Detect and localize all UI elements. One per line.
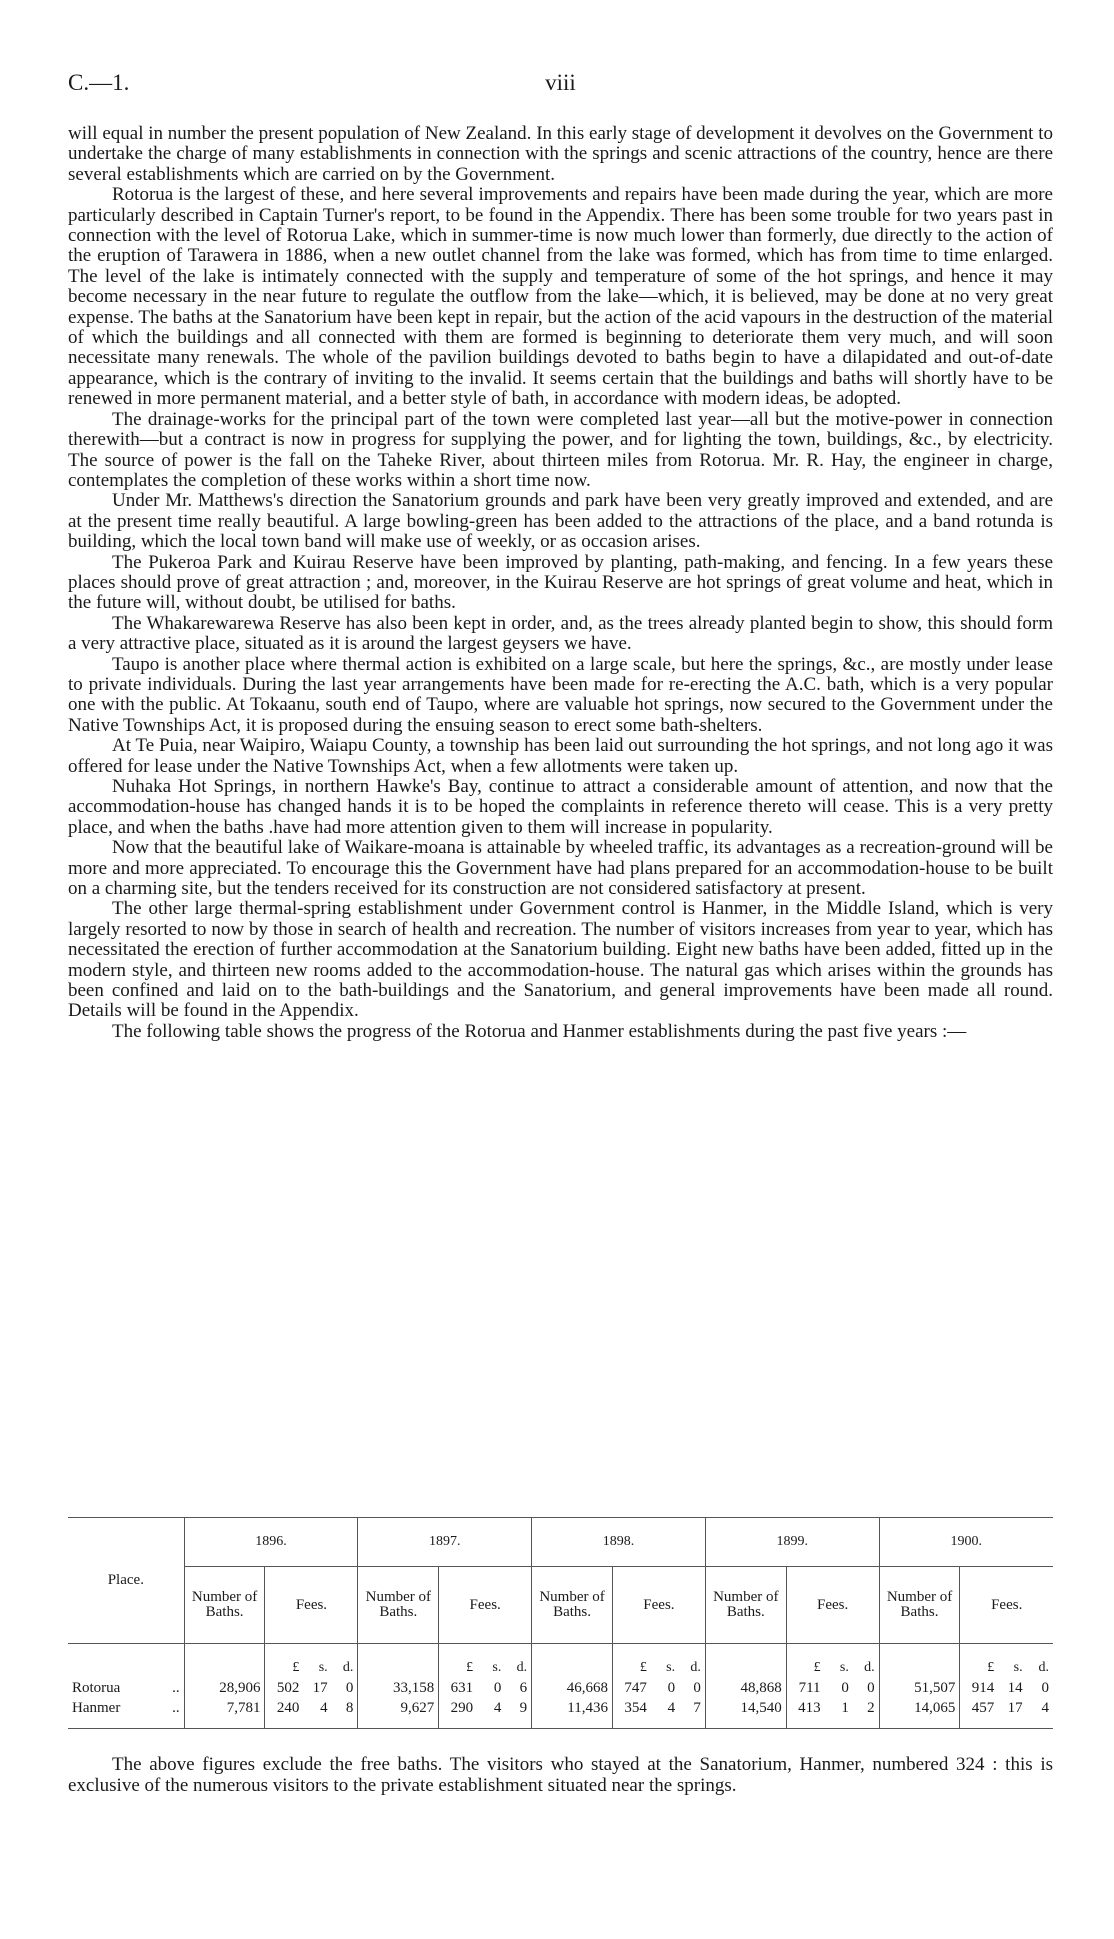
baths-cell: 9,627 xyxy=(358,1698,439,1729)
year-header: 1900. xyxy=(879,1518,1053,1567)
place-column-header: Place. xyxy=(68,1518,184,1644)
pounds-cell: 457 xyxy=(960,1698,998,1729)
paragraph: The other large thermal-spring establishment under Government control is Hanmer, in the Middle Island, which is very largely resorted to now by those in search of health and recreation. The number of visitors increases from year to year, which has necessitated the erection of further accommodation at the Sanatorium building. Eight new baths have been added, fitted up in the modern style, and thirteen new rooms added to the accommodation-house. The natural gas which arises within the grounds has been confined and laid on to the bath-buildings and the Sanatorium, and general improvements have been made all round. Details will be found in the Appendix. xyxy=(68,898,1053,1022)
closing-text xyxy=(68,1754,1053,1796)
pence-cell: 6 xyxy=(519,1679,528,1696)
paragraph: Taupo is another place where thermal action is exhibited on a large scale, but here the springs, &c., are mostly under lease to private individuals. During the last year arrangements have been made for re-erecting the A.C. bath, which is a very popular one with the public. At Tokaanu, south end of Taupo, where are valuable hot springs, now secured to the Government under the Native Townships Act, it is proposed during the ensuing season to erect some bath-shelters. xyxy=(68,653,1053,736)
fees-header: Fees. xyxy=(265,1567,358,1644)
fees-header: Fees. xyxy=(612,1567,705,1644)
paragraph: The following table shows the progress of the Rotorua and Hanmer establishments during the past five years :— xyxy=(112,1020,967,1042)
paragraph: The drainage-works for the principal part of the town were completed last year—all but the motive-power in connection therewith—but a contract is now in progress for supplying the power, and for lighting the town, buildings, &c., by electricity. The source of power is the fall on the Taheke River, about thirteen miles from Rotorua. Mr. R. Hay, the engineer in charge, contemplates the completion of these works within a short time now. xyxy=(68,408,1053,491)
paragraph: Nuhaka Hot Springs, in northern Hawke's Bay, continue to attract a considerable amount of attention, and now that the accommodation-house has changed hands it is to be hoped the complaints in reference thereto will cease. This is a very pretty place, and when the baths .have had more attention given to them will increase in popularity. xyxy=(68,776,1053,838)
paragraph: Under Mr. Matthews's direction the Sanatorium grounds and park have been very greatly improved and extended, and are at the present time really beautiful. A large bowling-green has been added to the attractions of the place, and a band rotunda is building, which the local town band will make use of weekly, or as occasion arises. xyxy=(68,490,1053,553)
body-text xyxy=(68,124,1053,1042)
paragraph: At Te Puia, near Waipiro, Waiapu County, a township has been laid out surrounding the hot springs, and not long ago it was offered for lease under the Native Townships Act, when a few allotments were taken up. xyxy=(68,735,1053,777)
place-cell: Hanmer .. xyxy=(68,1698,184,1729)
document-reference: C.—1. xyxy=(68,70,130,95)
number-of-baths-header: Number of Baths. xyxy=(705,1567,786,1644)
baths-fees-table xyxy=(68,1517,1053,1729)
shillings-cell: 1 xyxy=(825,1698,853,1729)
shillings-cell: 4 xyxy=(477,1698,505,1729)
fees-header: Fees. xyxy=(439,1567,532,1644)
place-cell: Rotorua .. xyxy=(72,1679,180,1696)
shillings-cell: 14 xyxy=(1007,1679,1023,1696)
baths-cell: 33,158 xyxy=(358,1678,439,1698)
pence-cell: 0 xyxy=(693,1679,701,1696)
shillings-unit: s. xyxy=(477,1644,505,1679)
pence-cell: 8 xyxy=(332,1698,358,1729)
shillings-unit: s. xyxy=(303,1644,331,1679)
paragraph: The above figures exclude the free baths. The visitors who stayed at the Sanatorium, Hanmer, numbered 324 : this is exclusive of the numerous visitors to the private establishment situated near the springs. xyxy=(68,1754,1053,1796)
pounds-unit: £ xyxy=(960,1644,998,1679)
table-subheader-row xyxy=(68,1567,1053,1644)
pounds-unit: £ xyxy=(265,1644,303,1679)
baths-cell: 46,668 xyxy=(532,1678,613,1698)
pounds-cell: 747 xyxy=(612,1678,650,1698)
pence-unit: d. xyxy=(679,1644,705,1679)
pence-cell: 0 xyxy=(1041,1679,1049,1696)
shillings-cell: 17 xyxy=(312,1679,328,1696)
pounds-cell: 502 xyxy=(265,1678,303,1698)
paragraph: Now that the beautiful lake of Waikare-moana is attainable by wheeled traffic, its advantages as a recreation-ground will be more and more appreciated. To encourage this the Government have had plans prepared for an accommodation-house to be built on a charming site, but the tenders received for its construction are not considered satisfactory at present. xyxy=(68,837,1053,900)
pounds-cell: 413 xyxy=(786,1698,824,1729)
pence-cell: 0 xyxy=(345,1679,354,1696)
number-of-baths-header: Number of Baths. xyxy=(879,1567,960,1644)
page-number: viii xyxy=(545,70,576,95)
paragraph: will equal in number the present population of New Zealand. In this early stage of development it devolves on the Government to undertake the charge of many establishments in connection with the springs and scenic attractions of the country, hence are there several establishments which are carried on by the Government. xyxy=(68,123,1053,185)
shillings-unit: s. xyxy=(825,1644,853,1679)
paragraph: The Pukeroa Park and Kuirau Reserve have been improved by planting, path-making, and fencing. In a few years these places should prove of great attraction ; and, moreover, in the Kuirau Reserve are hot springs of great volume and heat, which in the future will, without doubt, be utilised for baths. xyxy=(68,551,1053,614)
pounds-cell: 631 xyxy=(439,1678,477,1698)
pence-cell: 2 xyxy=(853,1698,879,1729)
baths-cell: 11,436 xyxy=(532,1698,613,1729)
baths-cell: 7,781 xyxy=(184,1698,265,1729)
year-header: 1898. xyxy=(532,1518,706,1567)
year-header: 1896. xyxy=(184,1518,358,1567)
pence-cell: 7 xyxy=(679,1698,705,1729)
pounds-cell: 914 xyxy=(960,1678,998,1698)
pence-unit: d. xyxy=(332,1644,358,1679)
currency-units-row xyxy=(68,1644,1053,1679)
shillings-cell: 0 xyxy=(841,1679,849,1696)
baths-cell: 48,868 xyxy=(705,1678,786,1698)
shillings-cell: 17 xyxy=(998,1698,1026,1729)
pounds-cell: 240 xyxy=(265,1698,303,1729)
fees-header: Fees. xyxy=(786,1567,879,1644)
number-of-baths-header: Number of Baths. xyxy=(358,1567,439,1644)
number-of-baths-header: Number of Baths. xyxy=(532,1567,613,1644)
year-header: 1899. xyxy=(705,1518,879,1567)
table-row xyxy=(68,1678,1053,1698)
baths-cell: 51,507 xyxy=(879,1678,960,1698)
page-header xyxy=(68,70,1053,100)
pounds-cell: 290 xyxy=(439,1698,477,1729)
year-header: 1897. xyxy=(358,1518,532,1567)
baths-cell: 14,540 xyxy=(705,1698,786,1729)
table-row xyxy=(68,1698,1053,1729)
baths-cell: 14,065 xyxy=(879,1698,960,1729)
shillings-cell: 0 xyxy=(667,1679,676,1696)
pence-unit: d. xyxy=(853,1644,879,1679)
pounds-unit: £ xyxy=(612,1644,650,1679)
pounds-unit: £ xyxy=(786,1644,824,1679)
fees-header: Fees. xyxy=(960,1567,1053,1644)
number-of-baths-header: Number of Baths. xyxy=(184,1567,265,1644)
shillings-unit: s. xyxy=(651,1644,679,1679)
pence-unit: d. xyxy=(505,1644,531,1679)
pence-unit: d. xyxy=(1027,1644,1053,1679)
pounds-cell: 354 xyxy=(612,1698,650,1729)
paragraph: The Whakarewarewa Reserve has also been kept in order, and, as the trees already planted begin to show, this should form a very attractive place, situated as it is around the largest geysers we have. xyxy=(68,612,1053,655)
baths-cell: 28,906 xyxy=(184,1678,265,1698)
pence-cell: 4 xyxy=(1027,1698,1053,1729)
pence-cell: 9 xyxy=(505,1698,531,1729)
shillings-unit: s. xyxy=(998,1644,1026,1679)
pounds-cell: 711 xyxy=(786,1678,824,1698)
baths-table-container xyxy=(68,1517,1053,1729)
shillings-cell: 4 xyxy=(651,1698,679,1729)
shillings-cell: 4 xyxy=(303,1698,331,1729)
pence-cell: 0 xyxy=(867,1679,875,1696)
pounds-unit: £ xyxy=(439,1644,477,1679)
table-year-row xyxy=(68,1518,1053,1567)
shillings-cell: 0 xyxy=(493,1679,502,1696)
paragraph: Rotorua is the largest of these, and here several improvements and repairs have been made during the year, which are more particularly described in Captain Turner's report, to be found in the Appendix. There has been some trouble for two years past in connection with the level of Rotorua Lake, which in summer-time is now much lower than formerly, due directly to the action of the eruption of Tarawera in 1886, when a new outlet channel from the lake was formed, which has from time to time enlarged. The level of the lake is intimately connected with the supply and temperature of some of the hot springs, and hence it may become necessary in the near future to regulate the outflow from the lake—which, it is believed, may be done at no very great expense. The baths at the Sanatorium have been kept in repair, but the action of the acid vapours in the destruction of the material of which the buildings and all connected with them are formed is beginning to deteriorate them very much, and will soon necessitate many renewals. The whole of the pavilion buildings devoted to baths begin to have a dilapidated and out-of-date appearance, which is the contrary of inviting to the invalid. It seems certain that the buildings and baths will shortly have to be renewed in more permanent material, and a better style of bath, in accordance with modern ideas, be adopted. xyxy=(68,184,1053,410)
